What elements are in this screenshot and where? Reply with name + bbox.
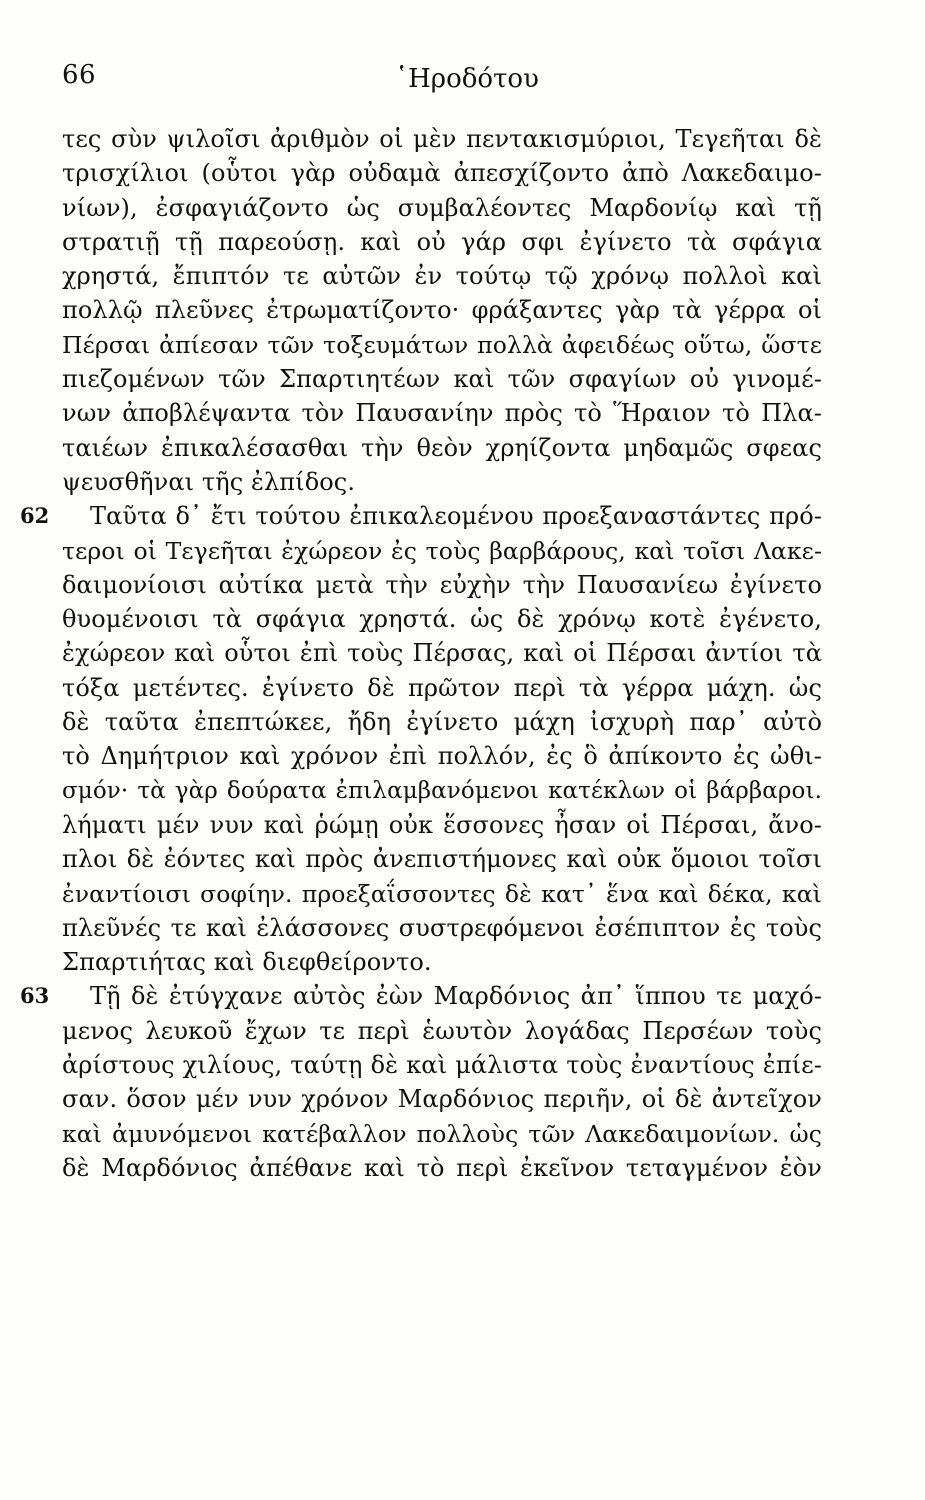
- text-line: τόξα μετέντες. ἐγίνετο δὲ πρῶτον περὶ τὰ γέρρα μάχη. ὡς: [62, 673, 822, 702]
- text-line: δαιμονίοισι αὐτίκα μετὰ τὴν εὐχὴν τὴν Παυσανίεω ἐγίνετο: [62, 570, 822, 599]
- text-line: τες σὺν ψιλοῖσι ἀριθμὸν οἱ μὲν πεντακισμύριοι, Τεγεῆται δὲ: [62, 125, 822, 153]
- text-line: σμόν· τὰ γὰρ δούρατα ἐπιλαμβανόμενοι κατέκλων οἱ βάρβαροι.: [62, 777, 822, 804]
- page-number: 66: [62, 60, 97, 90]
- text-line: Τῇ δὲ ἐτύγχανε αὐτὸς ἐὼν Μαρδόνιος ἀπ᾽ ἵππου τε μαχό-: [90, 982, 822, 1011]
- text-line: ταιέων ἐπικαλέσασθαι τὴν θεὸν χρηίζοντα μηδαμῶς σφεας: [62, 433, 822, 462]
- text-line: στρατιῇ τῇ παρεούσῃ. καὶ οὐ γάρ σφι ἐγίνετο τὰ σφάγια: [62, 227, 822, 256]
- text-line: χρηστά, ἔπιπτόν τε αὐτῶν ἐν τούτῳ τῷ χρόνῳ πολλοὶ καὶ: [62, 262, 822, 291]
- text-line: λήματι μέν νυν καὶ ῥώμῃ οὐκ ἕσσονες ἦσαν οἱ Πέρσαι, ἄνο-: [62, 810, 822, 839]
- text-line: τρισχίλιοι (οὗτοι γὰρ οὐδαμὰ ἀπεσχίζοντο ἀπὸ Λακεδαιμο-: [62, 159, 822, 188]
- text-line: καὶ ἀμυνόμενοι κατέβαλλον πολλοὺς τῶν Λακεδαιμονίων. ὡς: [62, 1119, 822, 1148]
- page-header: [62, 60, 842, 100]
- paragraph-63: [20, 979, 822, 1185]
- paragraph-62: [20, 499, 822, 979]
- chapter-number: 62: [20, 503, 50, 529]
- text-line: Σπαρτιήτας καὶ διεφθείροντο.: [62, 948, 432, 977]
- text-line: θυομένοισι τὰ σφάγια χρηστά. ὡς δὲ χρόνῳ κοτὲ ἐγένετο,: [62, 605, 822, 634]
- text-line: πολλῷ πλεῦνες ἐτρωματίζοντο· φράξαντες γὰρ τὰ γέρρα οἱ: [62, 296, 822, 325]
- text-line: τεροι οἱ Τεγεῆται ἐχώρεον ἐς τοὺς βαρβάρους, καὶ τοῖσι Λακε-: [62, 536, 822, 565]
- paragraph-continuation: [62, 122, 822, 499]
- text-line: σαν. ὅσον μέν νυν χρόνον Μαρδόνιος περιῆν, οἱ δὲ ἀντεῖχον: [62, 1085, 822, 1114]
- chapter-number: 63: [20, 983, 50, 1009]
- text-line: ἀρίστους χιλίους, ταύτῃ δὲ καὶ μάλιστα τοὺς ἐναντίους ἐπίε-: [62, 1051, 822, 1080]
- text-line: δὲ ταῦτα ἐπεπτώκεε, ἤδη ἐγίνετο μάχη ἰσχυρὴ παρ᾽ αὐτὸ: [62, 708, 822, 737]
- text-line: νων ἀποβλέψαντα τὸν Παυσανίην πρὸς τὸ Ἥραιον τὸ Πλα-: [62, 399, 822, 428]
- text-line: ἐναντίοισι σοφίην. προεξαΐσσοντες δὲ κατ᾽ ἕνα καὶ δέκα, καὶ: [62, 879, 822, 908]
- text-line: ψευσθῆναι τῆς ἐλπίδος.: [62, 467, 356, 496]
- text-line: πλοι δὲ ἐόντες καὶ πρὸς ἀνεπιστήμονες καὶ οὐκ ὅμοιοι τοῖσι: [62, 845, 822, 874]
- body-text: [20, 122, 822, 1185]
- text-line: τὸ Δημήτριον καὶ χρόνον ἐπὶ πολλόν, ἐς ὃ ἀπίκοντο ἐς ὠθι-: [62, 742, 822, 771]
- text-line: Πέρσαι ἀπίεσαν τῶν τοξευμάτων πολλὰ ἀφειδέως οὕτω, ὥστε: [62, 330, 822, 359]
- text-line: ἐχώρεον καὶ οὗτοι ἐπὶ τοὺς Πέρσας, καὶ οἱ Πέρσαι ἀντίοι τὰ: [62, 639, 822, 668]
- text-line: Ταῦτα δ᾽ ἔτι τούτου ἐπικαλεομένου προεξαναστάντες πρό-: [90, 502, 822, 531]
- text-line: νίων), ἐσφαγιάζοντο ὡς συμβαλέοντες Μαρδονίῳ καὶ τῇ: [62, 193, 822, 222]
- running-title: ῾Ηροδότου: [395, 64, 539, 94]
- text-line: πλεῦνές τε καὶ ἐλάσσονες συστρεφόμενοι ἐσέπιπτον ἐς τοὺς: [62, 913, 822, 942]
- text-line: δὲ Μαρδόνιος ἀπέθανε καὶ τὸ περὶ ἐκεῖνον τεταγμένον ἐὸν: [62, 1153, 822, 1182]
- text-line: πιεζομένων τῶν Σπαρτιητέων καὶ τῶν σφαγίων οὐ γινομέ-: [62, 365, 822, 394]
- text-line: μενος λευκοῦ ἔχων τε περὶ ἑωυτὸν λογάδας Περσέων τοὺς: [62, 1016, 822, 1045]
